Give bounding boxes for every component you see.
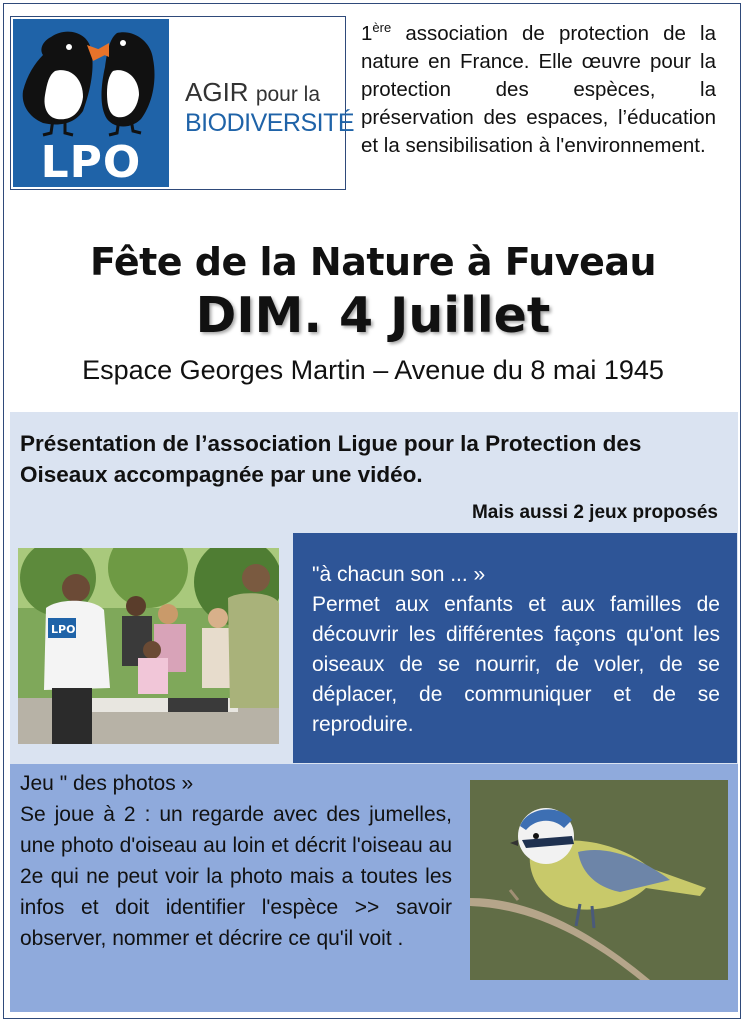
intro-ordinal: 1 (361, 21, 373, 45)
intro-paragraph (361, 14, 716, 160)
logo-biodiversite: BIODIVERSITÉ (185, 109, 355, 137)
games-intro: Mais aussi 2 jeux proposés (471, 502, 718, 523)
game1-description: Permet aux enfants et aux familles de découvrir les différentes façons qu'ont les oiseaux de se nourrir, de voler, de se déplacer, de communiquer et de se reproduire. (312, 593, 720, 736)
logo-pour-la: pour la (255, 83, 321, 106)
lpo-logo (10, 16, 355, 190)
logo-lpo-text: LPO (40, 137, 142, 188)
puffins-icon (13, 19, 169, 137)
event-title: Fête de la Nature à Fuveau (89, 240, 657, 284)
event-date: DIM. 4 Juillet (195, 287, 551, 344)
stand-photo-image (18, 548, 279, 744)
logo-agir-word: AGIR (185, 77, 249, 107)
game2-title: Jeu " des photos » (20, 772, 194, 795)
intro-text: association de protection de la nature en France. Elle œuvre pour la protection des espèces, la préservation des espaces, l’éducation et la sensibilisation à l'environnement. (361, 21, 716, 157)
blue-tit-photo (470, 780, 728, 980)
game1-text-block (312, 560, 720, 740)
logo-blue-panel (13, 19, 169, 187)
event-venue: Espace Georges Martin – Avenue du 8 mai 1945 (82, 355, 664, 385)
shirt-lpo-text: LPO (51, 623, 76, 636)
blue-tit-image (470, 780, 728, 980)
stand-photo (18, 548, 279, 744)
game2-description: Se joue à 2 : un regarde avec des jumelles, une photo d'oiseau au loin et décrit l'oiseau au 2e qui ne peut voir la photo mais a toutes les infos et doit identifier l'espèce >> savoir observer, nommer et décrire ce qu'il voit . (20, 803, 452, 950)
presentation-text: Présentation de l’association Ligue pour la Protection des Oiseaux accompagnée par une vidéo. (20, 431, 642, 487)
game1-title: "à chacun son ... » (312, 563, 486, 586)
logo-agir (185, 77, 320, 108)
intro-ordinal-sup: ère (372, 20, 392, 35)
game2-text-block (20, 768, 452, 954)
